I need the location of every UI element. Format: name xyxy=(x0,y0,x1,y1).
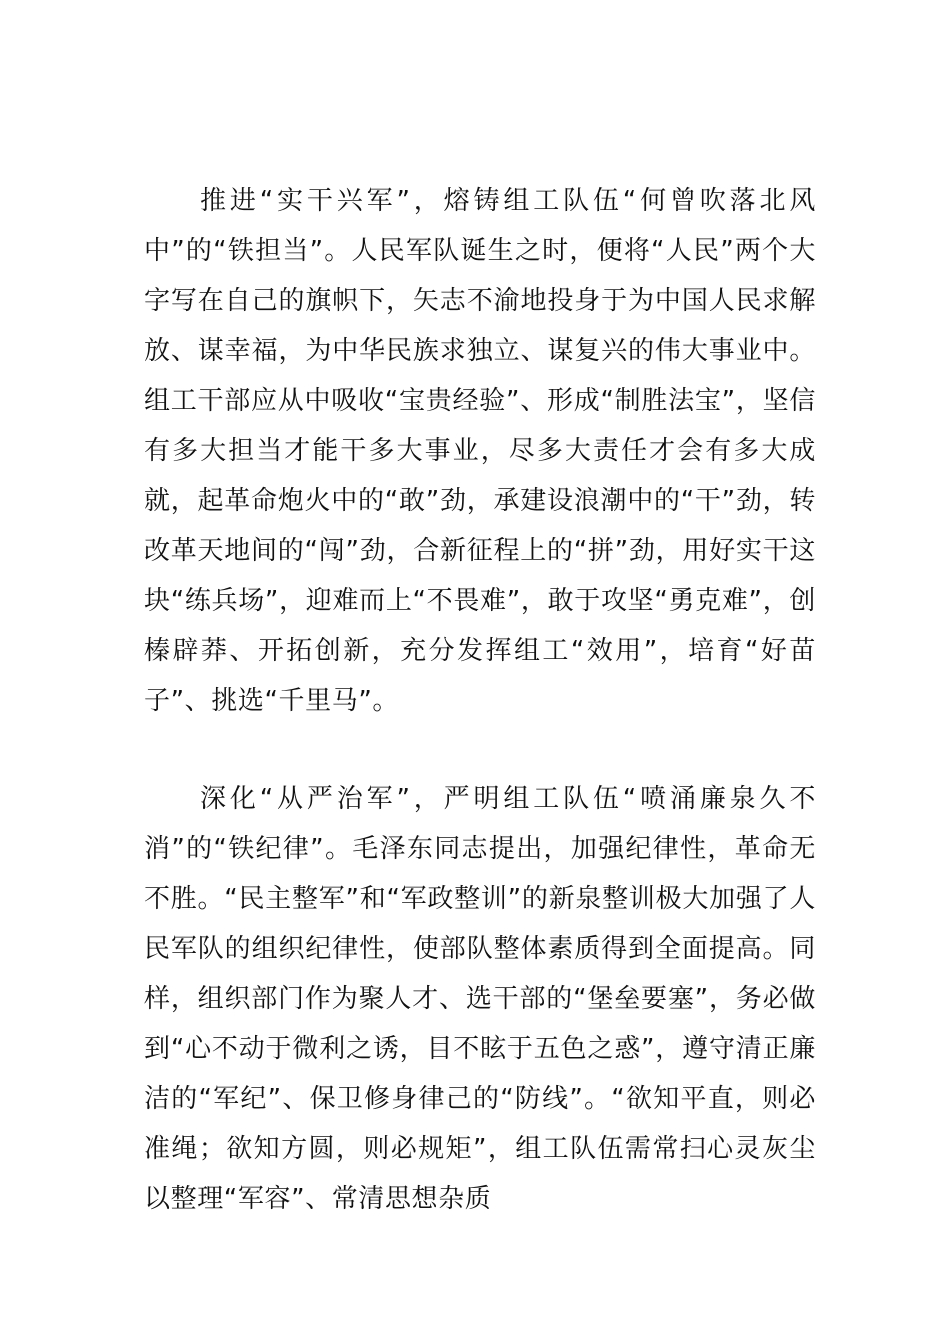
paragraph-congyan-zhijun: 深化“从严治军”，严明组工队伍“喷涌廉泉久不消”的“铁纪律”。毛泽东同志提出，加强纪律性，革命无不胜。“民主整军”和“军政整训”的新泉整训极大加强了人民军队的组织纪律性，使部队整体素质得到全面提高。同样，组织部门作为聚人才、选干部的“堡垒要塞”，务必做到“心不动于微利之诱，目不眩于五色之惑”，遵守清正廉洁的“军纪”、保卫修身律己的“防线”。“欲知平直，则必准绳；欲知方圆，则必规矩”，组工队伍需常扫心灵灰尘以整理“军容”、常清思想杂质 xyxy=(144,784,816,1214)
paragraph-shigan-xingjun: 推进“实干兴军”，熔铸组工队伍“何曾吹落北风中”的“铁担当”。人民军队诞生之时，便将“人民”两个大字写在自己的旗帜下，矢志不渝地投身于为中国人民求解放、谋幸福，为中华民族求独立、谋复兴的伟大事业中。组工干部应从中吸收“宝贵经验”、形成“制胜法宝”，坚信有多大担当才能干多大事业，尽多大责任才会有多大成就，起革命炮火中的“敢”劲，承建设浪潮中的“干”劲，转改革天地间的“闯”劲，合新征程上的“拼”劲，用好实干这块“练兵场”，迎难而上“不畏难”，敢于攻坚“勇克难”，创榛辟莽、开拓创新，充分发挥组工“效用”，培育“好苗子”、挑选“千里马”。 xyxy=(144,186,816,716)
